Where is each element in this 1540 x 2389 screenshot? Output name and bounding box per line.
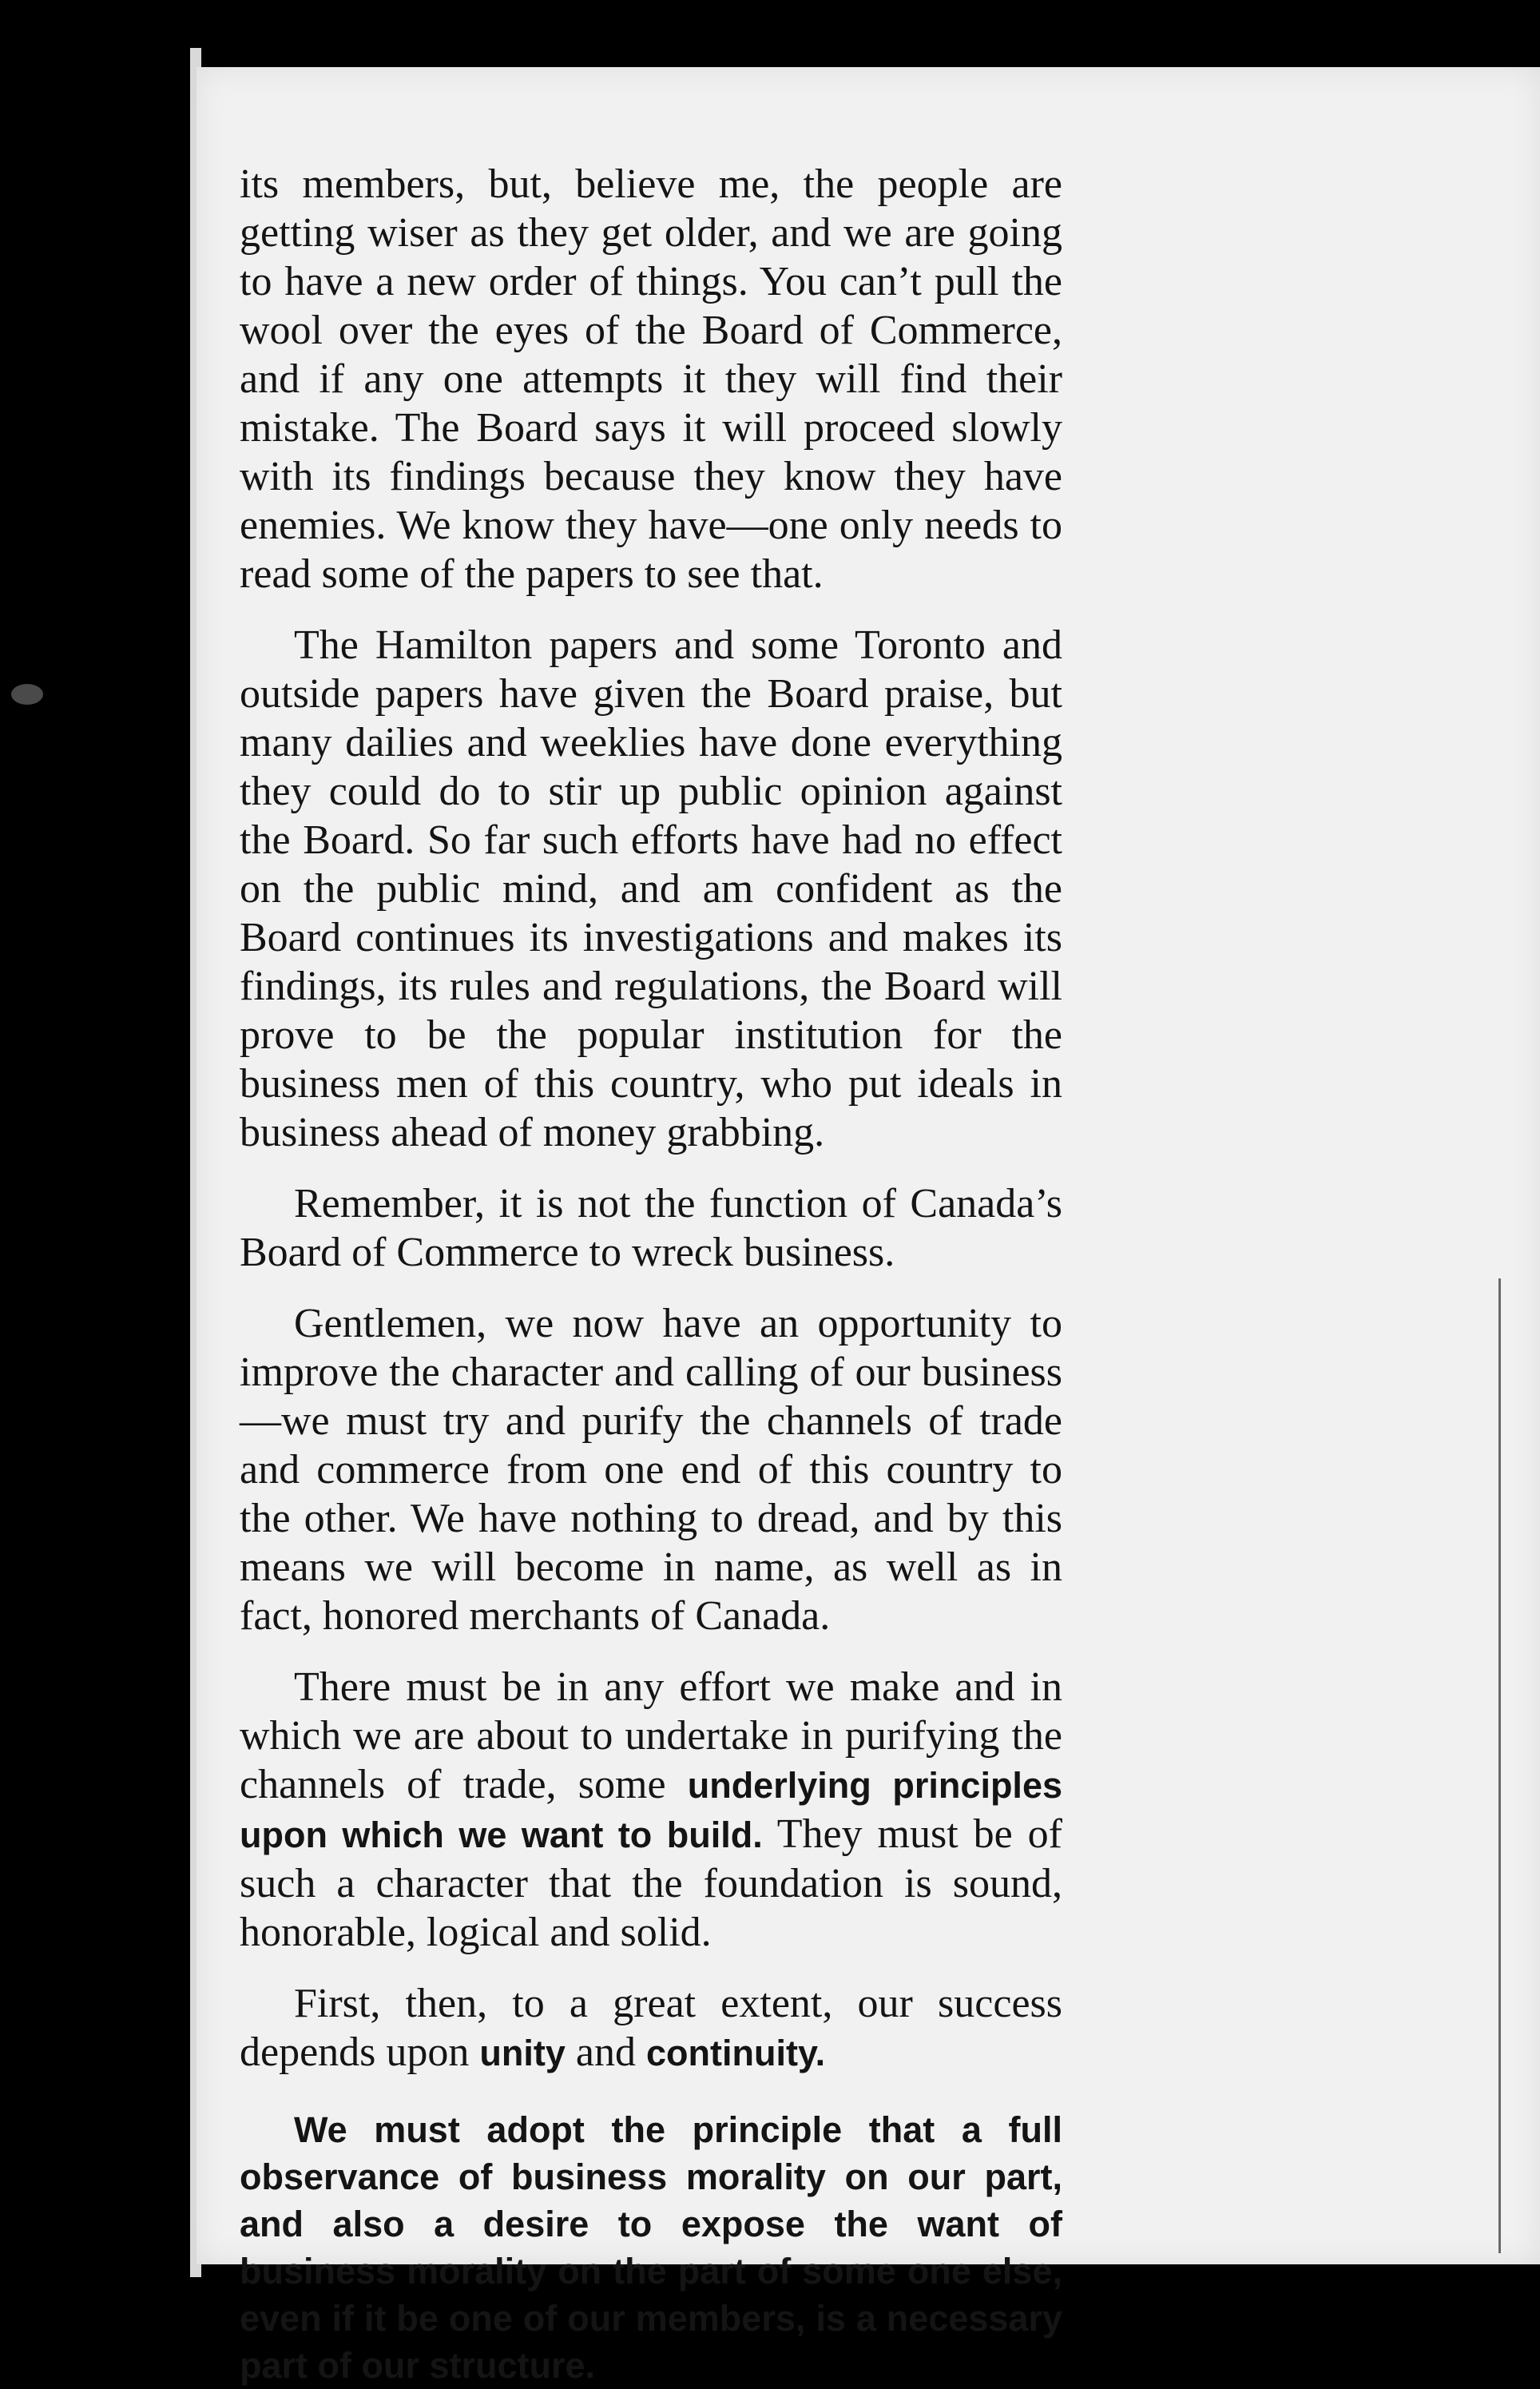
bold-text-segment: underlying principles upon which we want to build. [240, 1765, 1062, 1855]
text-segment: There must be in any effort we make and in which we are about to undertake in purifying the channels of trade, some [240, 1664, 1062, 1807]
paragraph [240, 160, 1062, 598]
paragraph [240, 1979, 1062, 2077]
text-column [240, 160, 1062, 2386]
text-segment: its members, but, believe me, the people are getting wiser as they get older, and we are going to have a new order of things. You can’t pull the wool over the eyes of the Board of Commerce, and if any one attempts it they will find their mistake. The Board says it will proceed slowly with its findings because they know they have enemies. We know they have—one only needs to read some of the papers to see that. [240, 161, 1062, 597]
text-segment: Remember, it is not the function of Canada’s Board of Commerce to wreck business. [240, 1181, 1062, 1275]
bold-text-segment: unity [479, 2033, 566, 2073]
text-segment: They must be of such a character that the foundation is sound, honorable, logical and solid. [240, 1811, 1062, 1955]
margin-smudge [11, 684, 43, 705]
paragraph [240, 1663, 1062, 1957]
paragraph [240, 1179, 1062, 1277]
text-segment: We must adopt the principle that a full observance of business morality on our part, and also a desire to expose the want of business morality on the part of some one else, even if it be one of our members, is a necessary part of our structure. [240, 2109, 1062, 2386]
scan-right-edge-line [1498, 1278, 1501, 2253]
paragraph [240, 1299, 1062, 1640]
bold-text-segment: continuity. [646, 2033, 826, 2073]
text-segment: Gentlemen, we now have an opportunity to improve the character and calling of our business—we must try and purify the channels of trade and commerce from one end of this country to the other. We have nothing to dread, and by this means we will become in name, as well as in fact, honored merchants of Canada. [240, 1301, 1062, 1639]
paragraph-bold-principle [240, 2106, 1062, 2389]
text-segment: The Hamilton papers and some Toronto and outside papers have given the Board praise, but many dailies and weeklies have done everything they could do to stir up public opinion against the Board. So far such efforts have had no effect on the public mind, and am confident as the Board continues its investigations and makes its findings, its rules and regulations, the Board will prove to be the popular institution for the business men of this country, who put ideals in business ahead of money grabbing. [240, 622, 1062, 1155]
text-segment: First, then, to a great extent, our success depends upon [240, 1981, 1062, 2075]
text-segment: and [565, 2029, 646, 2075]
paragraph [240, 621, 1062, 1157]
